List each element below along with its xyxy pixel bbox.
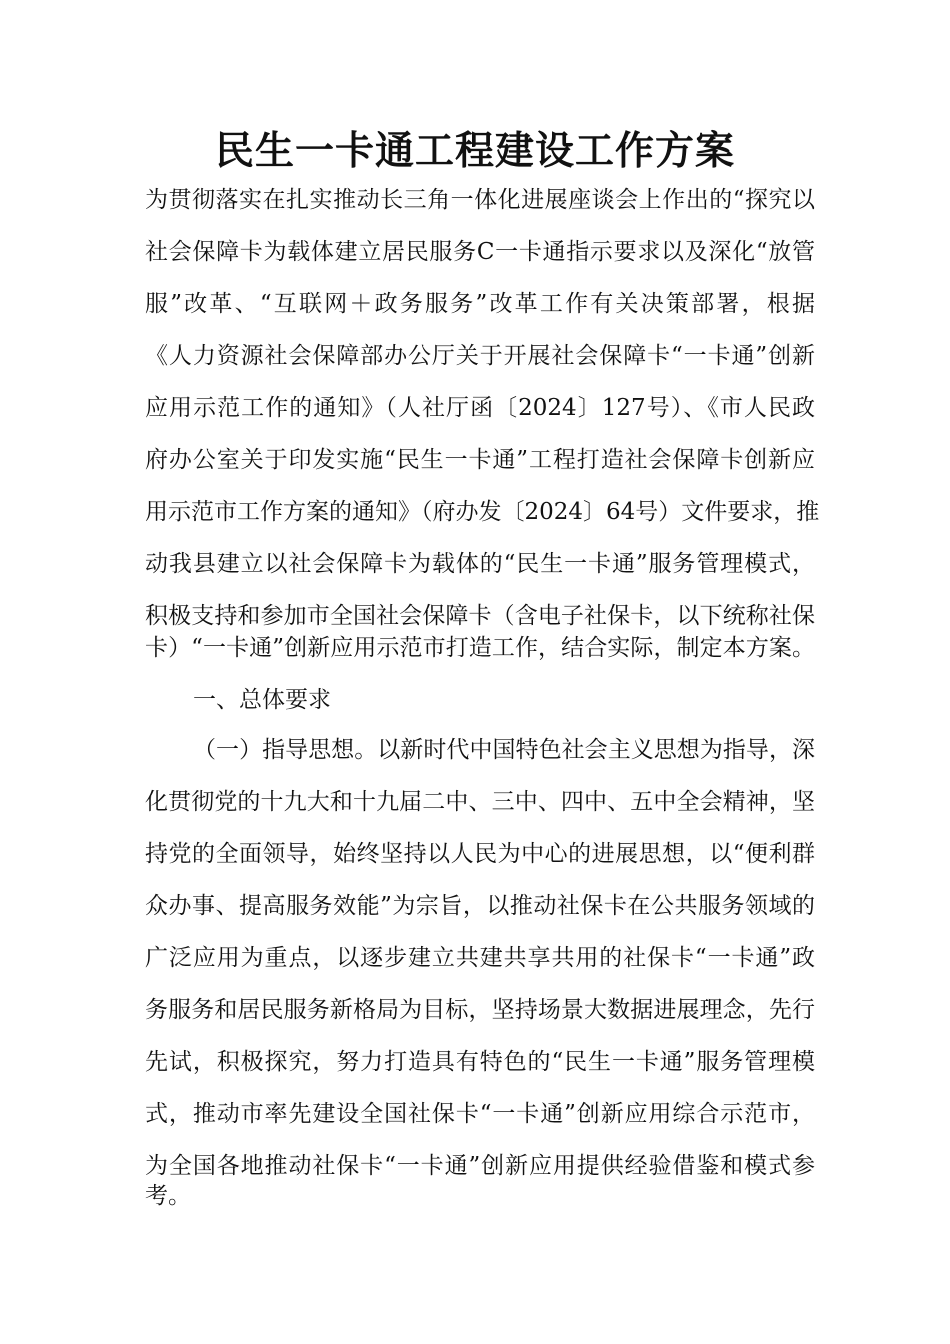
section-heading-general-requirements: 一、总体要求 [193, 687, 331, 713]
body-line-5: 应用示范工作的通知》（人社厅函〔2024〕127号）、《市人民政 [145, 395, 815, 421]
body-line-4: 《人力资源社会保障部办公厅关于开展社会保障卡“一卡通”创新 [145, 343, 815, 369]
body-line-14: 持党的全面领导，始终坚持以人民为中心的进展思想，以“便利群 [145, 841, 815, 867]
body-line-10: 卡）“一卡通”创新应用示范市打造工作，结合实际，制定本方案。 [145, 635, 815, 661]
body-line-1: 为贯彻落实在扎实推动长三角一体化进展座谈会上作出的“探究以 [145, 187, 815, 213]
body-line-7: 用示范市工作方案的通知》（府办发〔2024〕64号）文件要求，推 [145, 499, 820, 525]
body-line-12: （一）指导思想。以新时代中国特色社会主义思想为指导，深 [193, 737, 815, 763]
body-line-3: 服”改革、“互联网＋政务服务”改革工作有关决策部署，根据 [145, 291, 815, 317]
body-line-8: 动我县建立以社会保障卡为载体的“民生一卡通”服务管理模式， [145, 551, 815, 577]
body-line-19: 式，推动市率先建设全国社保卡“一卡通”创新应用综合示范市， [145, 1101, 815, 1127]
body-line-21: 考。 [145, 1183, 191, 1209]
body-line-20: 为全国各地推动社保卡“一卡通”创新应用提供经验借鉴和模式参 [145, 1153, 815, 1179]
body-line-16: 广泛应用为重点，以逐步建立共建共享共用的社保卡“一卡通”政 [145, 945, 815, 971]
document-title: 民生一卡通工程建设工作方案 [214, 129, 735, 174]
body-line-18: 先试，积极探究，努力打造具有特色的“民生一卡通”服务管理模 [145, 1049, 815, 1075]
body-line-15: 众办事、提高服务效能”为宗旨，以推动社保卡在公共服务领域的 [145, 893, 815, 919]
body-line-13: 化贯彻党的十九大和十九届二中、三中、四中、五中全会精神，坚 [145, 789, 815, 815]
body-line-2: 社会保障卡为载体建立居民服务C一卡通指示要求以及深化“放管 [145, 239, 815, 265]
body-line-9: 积极支持和参加市全国社会保障卡（含电子社保卡，以下统称社保 [145, 603, 815, 629]
body-line-6: 府办公室关于印发实施“民生一卡通”工程打造社会保障卡创新应 [145, 447, 815, 473]
body-line-17: 务服务和居民服务新格局为目标，坚持场景大数据进展理念，先行 [145, 997, 815, 1023]
